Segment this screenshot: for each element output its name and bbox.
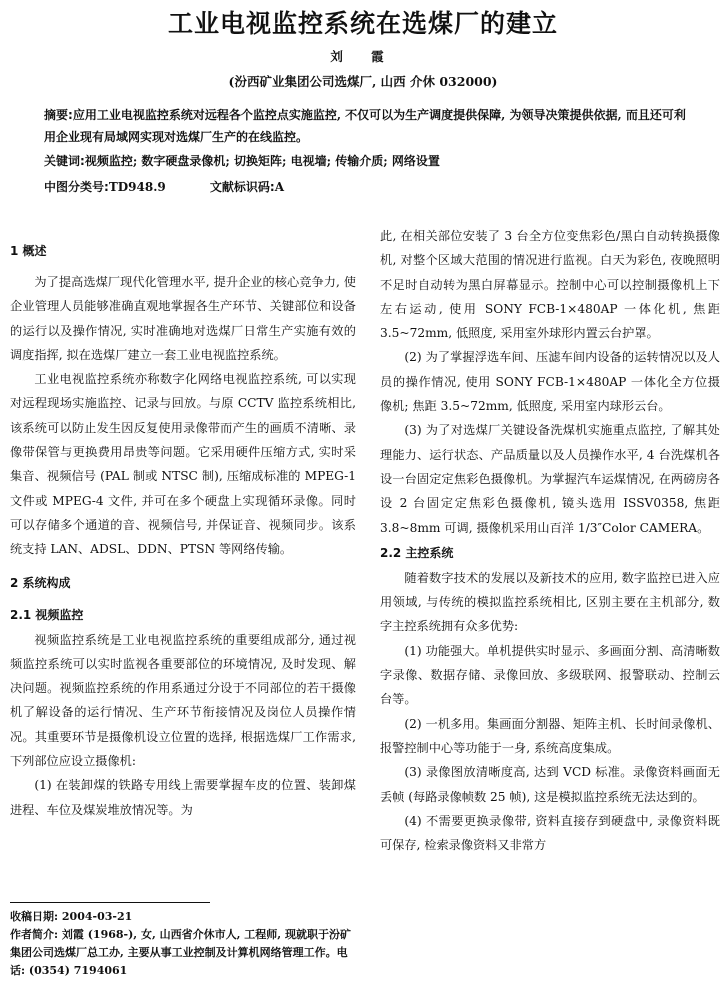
left-column bbox=[10, 224, 356, 822]
right-paragraph-7: (3) 录像图放清晰度高, 达到 VCD 标准。录像资料画面无丢帧 (每路录像帧数 25 帧), 这是模拟监控系统无法达到的。 bbox=[380, 765, 720, 804]
abstract bbox=[44, 104, 696, 148]
section-1-heading: 1 概述 bbox=[10, 244, 47, 258]
class-value: TD948.9 bbox=[108, 180, 166, 194]
section-2-1-paragraph-1: 视频监控系统是工业电视监控系统的重要组成部分, 通过视频监控系统可以实时监视各重要部位的环境情况, 及时发现、解决问题。视频监控系统的作用系通过分设于不同部位的若干摄像机了解设备的运行情况、生产环节衔接情况及岗位人员操作情况。其重要环节是摄像机设立位置的选择, 根据选煤厂工作需求, 下列部位应设立摄像机: bbox=[10, 632, 356, 769]
right-paragraph-6: (2) 一机多用。集画面分割器、矩阵主机、长时间录像机、报警控制中心等功能于一身, 系统高度集成。 bbox=[380, 716, 720, 755]
keywords-label: 关键词: bbox=[44, 154, 85, 168]
right-paragraph-4: 随着数字技术的发展以及新技术的应用, 数字监控已进入应用领域, 与传统的模拟监控系统相比, 区别主要在主机部分, 数字主控系统拥有众多优势: bbox=[380, 570, 720, 634]
author-affiliation: (汾西矿业集团公司选煤厂, 山西 介休 032000) bbox=[228, 74, 498, 89]
abstract-text: 应用工业电视监控系统对远程各个监控点实施监控, 不仅可以为生产调度提供保障, 为领导决策提供依据, 而且还可利用企业现有局域网实现对选煤厂生产的在线监控。 bbox=[44, 108, 686, 144]
doc-label: 文献标识码: bbox=[209, 180, 275, 194]
classification bbox=[44, 176, 696, 198]
section-2-heading: 2 系统构成 bbox=[10, 575, 71, 590]
class-label: 中图分类号: bbox=[44, 180, 109, 194]
footnote-divider bbox=[10, 902, 210, 903]
section-1-paragraph-2: 工业电视监控系统亦称数字化网络电视监控系统, 可以实现对远程现场实施监控、记录与回放。与原 CCTV 监控系统相比, 该系统可以防止发生因反复使用录像带而产生的画质不清晰、录像带保管与更换费用昂贵等问题。它采用硬件压缩方式, 实时采集音、视频信号 (PAL 制或 NTSC 制), 压缩成标准的 MPEG-1 文件或 MPEG-4 文件, 并可在多个硬盘上实现循环录像。同时可以存储多个通道的音、视频信号, 并保证音、视频同步。该系统支持 LAN、ADSL、DDN、PTSN 等网络传输。 bbox=[10, 372, 356, 557]
right-paragraph-2: (2) 为了掌握浮选车间、压滤车间内设备的运转情况以及人员的操作情况, 使用 SONY FCB-1×480AP 一体化全方位摄像机; 焦距 3.5~72mm, 低照度, 采用室内球形云台。 bbox=[380, 350, 720, 414]
right-column bbox=[380, 224, 720, 857]
footnote bbox=[10, 908, 356, 980]
section-2-1-heading: 2.1 视频监控 bbox=[10, 607, 84, 622]
right-paragraph-8: (4) 不需要更换录像带, 资料直接存到硬盘中, 录像资料既可保存, 检索录像资料又非常方 bbox=[380, 813, 720, 853]
author-bio: 作者简介: 刘霞 (1968-), 女, 山西省介休市人, 工程师, 现就职于汾矿集团公司选煤厂总工办, 主要从事工业控制及计算机网络管理工作。电话: (0354) 7194061 bbox=[10, 928, 351, 977]
doc-value: A bbox=[274, 180, 285, 194]
right-paragraph-3: (3) 为了对选煤厂关键设备洗煤机实施重点监控, 了解其处理能力、运行状态、产品质量以及人员操作水平, 4 台洗煤机各设一台固定定焦彩色摄像机。为掌握汽车运煤情况, 在两磅房各设 2 台固定定焦彩色摄像机, 镜头选用 ISSV0358, 焦距 3.8~8mm 可调, 摄像机采用山百洋 1/3″Color CAMERA。 bbox=[380, 423, 720, 535]
right-paragraph-5: (1) 功能强大。单机提供实时显示、多画面分割、高清晰数字录像、数据存储、录像回放、多级联网、报警联动、控制云台等。 bbox=[380, 643, 720, 707]
received-date: 收稿日期: 2004-03-21 bbox=[10, 910, 133, 923]
section-2-2-heading: 2.2 主控系统 bbox=[380, 545, 454, 560]
author-name: 刘 霞 bbox=[330, 49, 396, 64]
section-1-paragraph-1: 为了提高选煤厂现代化管理水平, 提升企业的核心竞争力, 使企业管理人员能够准确直观地掌握各生产环节、关键部位和设备的运行以及操作情况, 实时准确地对选煤厂日常生产实施有效的调度指挥, 拟在选煤厂建立一套工业电视监控系统。 bbox=[10, 275, 356, 362]
abstract-label: 摘要: bbox=[44, 108, 73, 122]
keywords-text: 视频监控; 数字硬盘录像机; 切换矩阵; 电视墙; 传输介质; 网络设置 bbox=[84, 154, 440, 168]
section-2-1-paragraph-2: (1) 在装卸煤的铁路专用线上需要掌握车皮的位置、装卸煤进程、车位及煤炭堆放情况等。为 bbox=[10, 778, 356, 817]
keywords bbox=[44, 150, 696, 172]
paper-title: 工业电视监控系统在选煤厂的建立 bbox=[167, 9, 558, 38]
right-paragraph-1: 此, 在相关部位安装了 3 台全方位变焦彩色/黑白自动转换摄像机, 对整个区域大范围的情况进行监视。白天为彩色, 夜晚照明不足时自动转为黑白屏幕显示。控制中心可以控制摄像机上下左右运动, 使用 SONY FCB-1×480AP 一体化机, 焦距 3.5~72mm, 低照度, 采用室外球形内置云台护罩。 bbox=[380, 229, 720, 341]
